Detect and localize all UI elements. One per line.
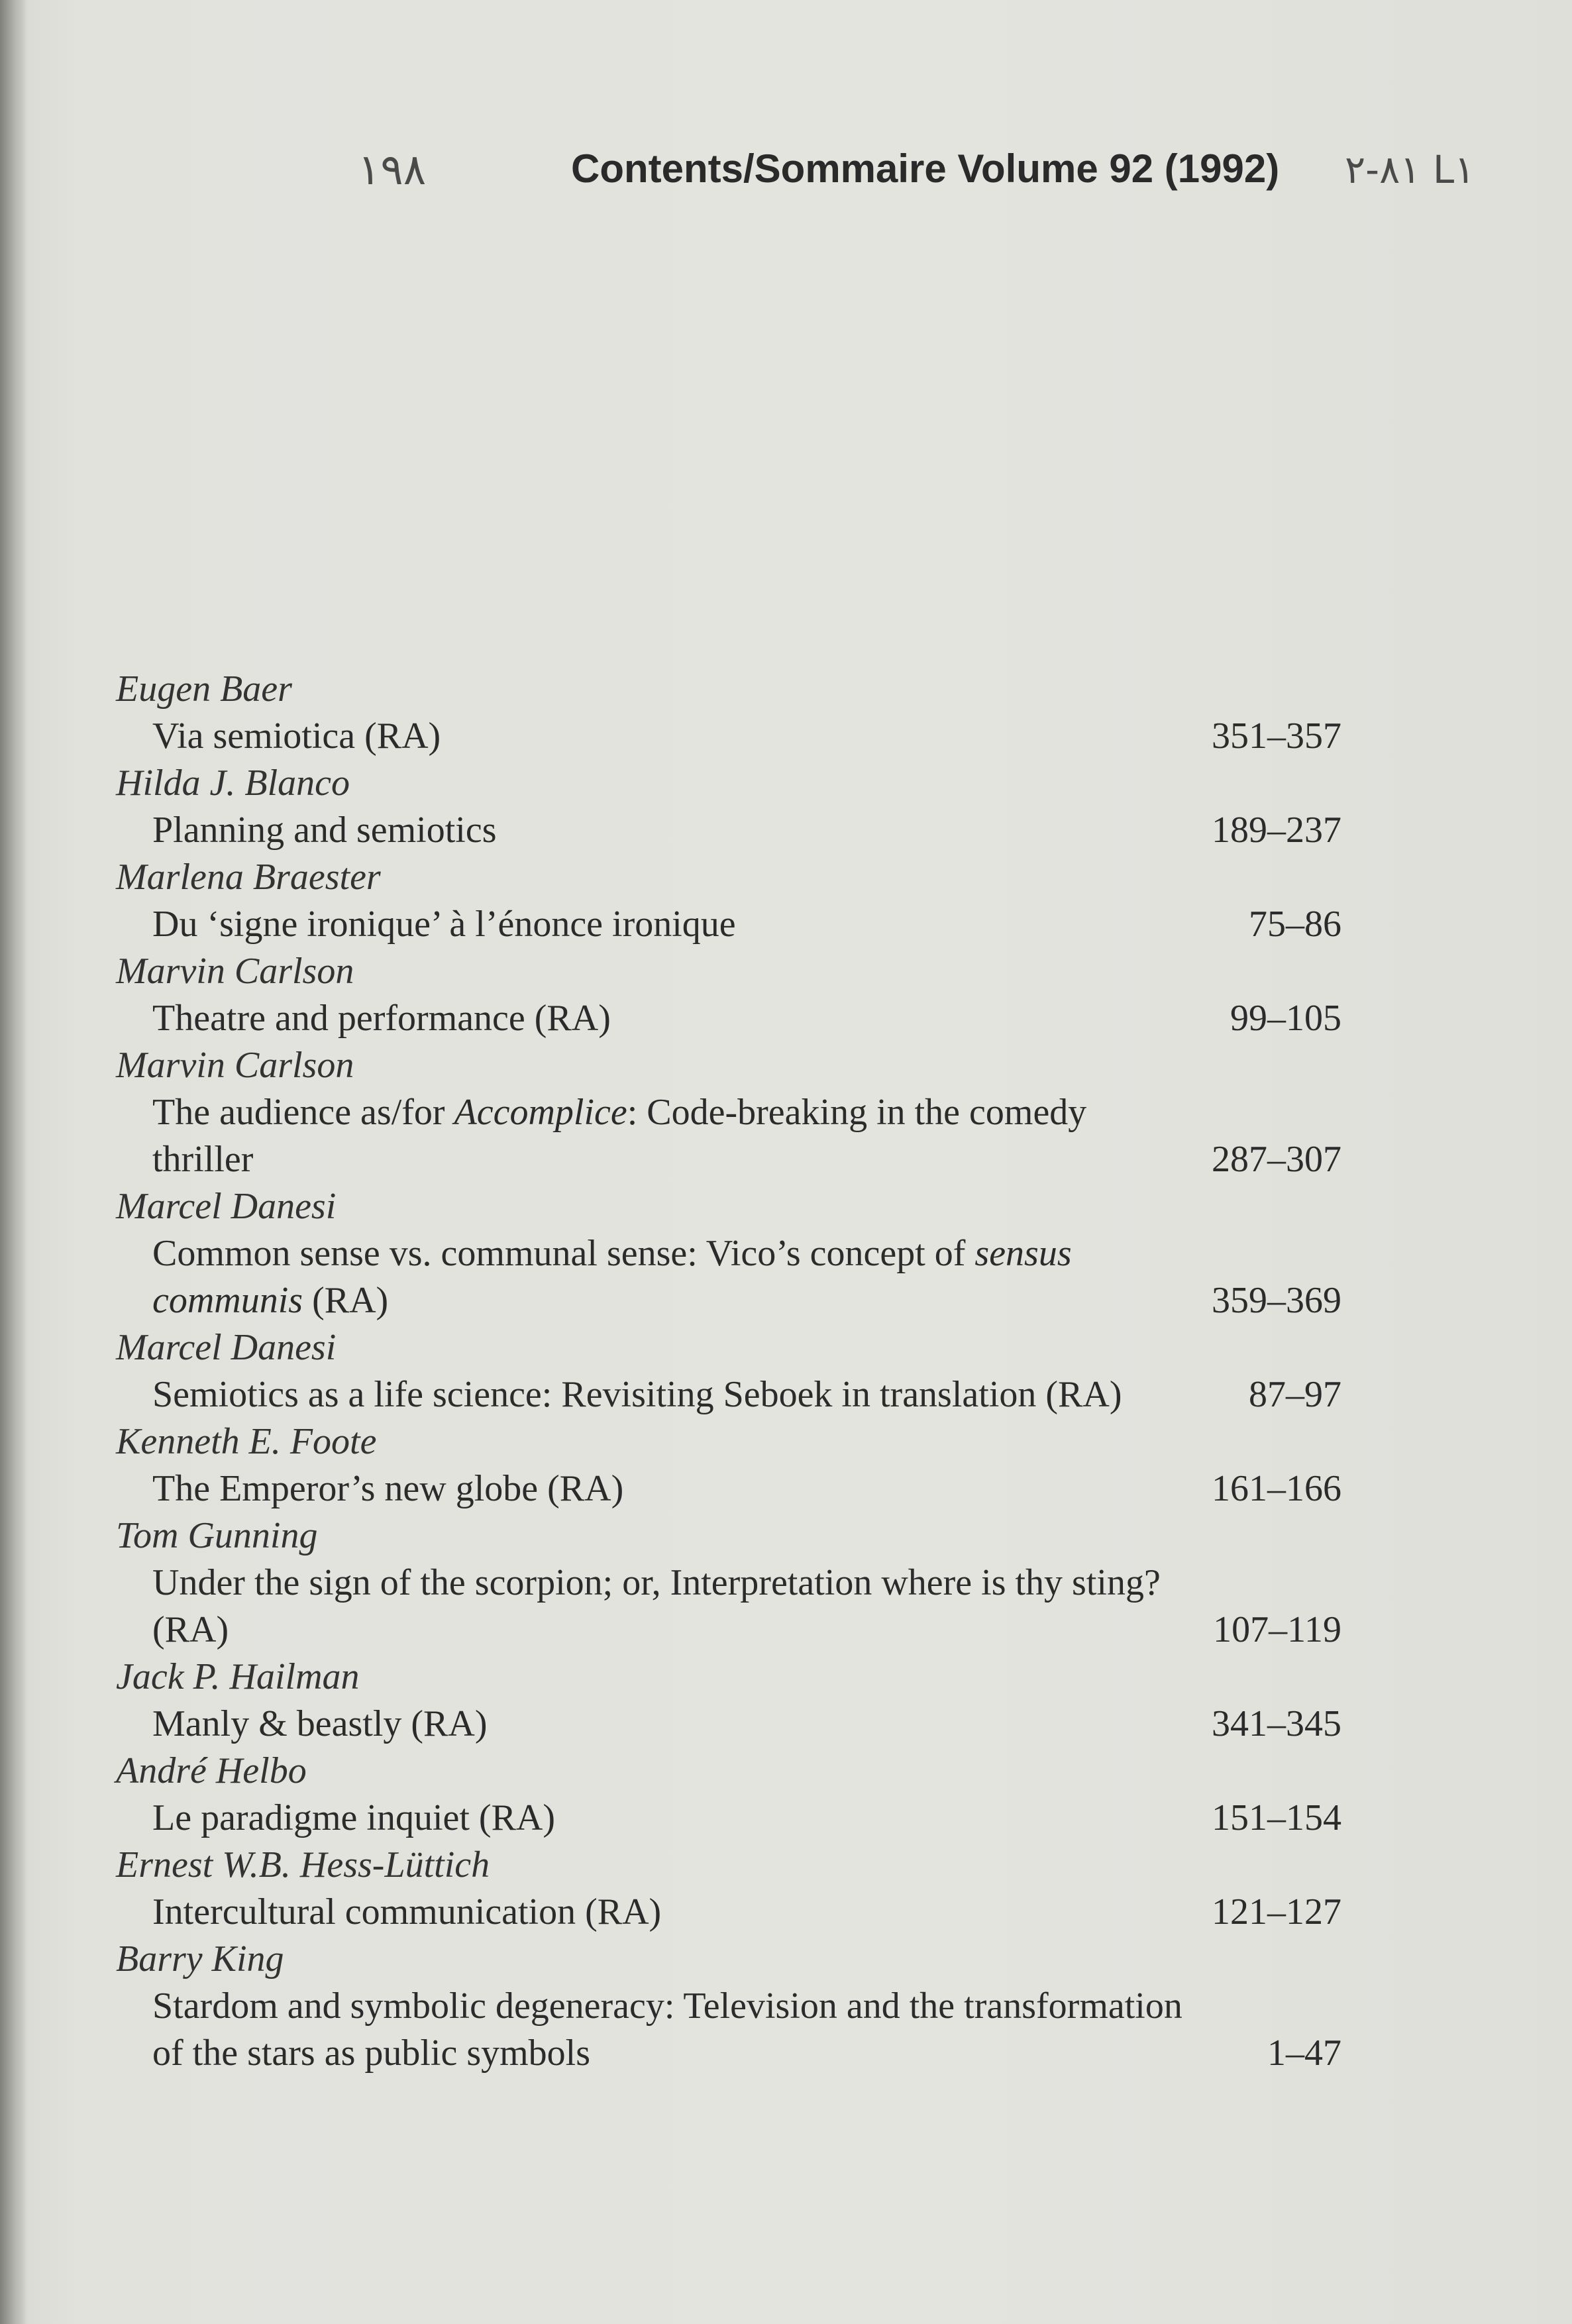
entry-pages: 189–237 [1212, 810, 1341, 851]
entry-title-text: Common sense vs. communal sense: Vico’s concept of [152, 1233, 975, 1274]
entry-title-text: Under the sign of the scorpion; or, Interpretation where is thy sting? (RA) [152, 1562, 1161, 1650]
entry-author: Kenneth E. Foote [116, 1421, 377, 1462]
entry-title [152, 1465, 1192, 1512]
entry-title [152, 807, 1192, 854]
contents-entry [116, 1936, 1341, 2077]
entry-row [116, 1701, 1341, 1748]
entry-row [116, 1983, 1341, 2077]
page-title: Contents/Sommaire Volume 92 (1992) [571, 146, 1280, 191]
entry-author: Barry King [116, 1938, 284, 1980]
entry-title [152, 1559, 1192, 1654]
entry-title-text: Semiotics as a life science: Revisiting Seboek in translation (RA) [152, 1374, 1122, 1415]
entry-row [116, 901, 1341, 948]
contents-entry [116, 1512, 1341, 1654]
entry-pages: 99–105 [1230, 998, 1341, 1039]
contents-entry [116, 1042, 1341, 1183]
entry-title-text: The audience as/for [152, 1092, 454, 1133]
entry-author: Ernest W.B. Hess-Lüttich [116, 1844, 490, 1885]
entry-pages: 341–345 [1212, 1703, 1341, 1744]
entry-title-text: Intercultural communication (RA) [152, 1891, 662, 1932]
entry-author: Tom Gunning [116, 1515, 318, 1556]
entry-author: Marvin Carlson [116, 951, 354, 992]
scan-edge [0, 0, 26, 2324]
entry-author: Jack P. Hailman [116, 1656, 360, 1697]
entry-row [116, 1465, 1341, 1512]
entry-title [152, 713, 1192, 760]
entry-author: Marvin Carlson [116, 1045, 354, 1086]
contents-entry [116, 1183, 1341, 1324]
entry-pages: 75–86 [1249, 904, 1341, 945]
entry-title [152, 1089, 1192, 1183]
entry-title-text: Manly & beastly (RA) [152, 1703, 488, 1744]
entry-pages: 87–97 [1249, 1374, 1341, 1415]
entry-author: André Helbo [116, 1750, 307, 1791]
contents-entry [116, 1748, 1341, 1842]
entry-title-text: Le paradigme inquiet (RA) [152, 1797, 556, 1838]
contents-entry [116, 1324, 1341, 1418]
entry-title [152, 1701, 1192, 1748]
entry-title [152, 1889, 1192, 1936]
entry-pages: 1–47 [1267, 2033, 1341, 2074]
contents-entry [116, 948, 1341, 1042]
entry-title-text: Stardom and symbolic degeneracy: Television and the transformation of the stars as public symbols [152, 1985, 1182, 2074]
entry-row [116, 1371, 1341, 1418]
contents-entry [116, 760, 1341, 854]
entry-author: Marlena Braester [116, 857, 381, 898]
entry-title [152, 995, 1192, 1042]
entry-row [116, 995, 1341, 1042]
entry-pages: 121–127 [1212, 1891, 1341, 1932]
entry-pages: 359–369 [1212, 1280, 1341, 1321]
contents-entry [116, 1418, 1341, 1512]
handwritten-annotation-right: ٨١-٢ L١ [1345, 147, 1475, 192]
entry-author: Eugen Baer [116, 668, 292, 710]
entry-title-italic: sensus communis [152, 1233, 1072, 1321]
entry-author: Hilda J. Blanco [116, 763, 350, 804]
entry-row [116, 1795, 1341, 1842]
entry-row [116, 1230, 1341, 1324]
entry-title-text: The Emperor’s new globe (RA) [152, 1468, 624, 1509]
entry-row [116, 1089, 1341, 1183]
entry-author: Marcel Danesi [116, 1186, 337, 1227]
entry-title-text-end: (RA) [303, 1280, 389, 1321]
entry-row [116, 1889, 1341, 1936]
entry-author: Marcel Danesi [116, 1327, 337, 1368]
entry-title [152, 1983, 1192, 2077]
entry-title-text-end: : Code-breaking in the comedy thriller [152, 1092, 1087, 1180]
entry-pages: 107–119 [1213, 1609, 1341, 1650]
entry-title-text: Theatre and performance (RA) [152, 998, 611, 1039]
page-header [0, 126, 1572, 225]
entry-row [116, 713, 1341, 760]
contents-entry [116, 1654, 1341, 1748]
contents-list [116, 666, 1341, 2077]
entry-title [152, 901, 1192, 948]
entry-title [152, 1795, 1192, 1842]
entry-title-text: Du ‘signe ironique’ à l’énonce ironique [152, 904, 736, 945]
handwritten-annotation-left: ١٩٨ [358, 146, 427, 195]
contents-entry [116, 1842, 1341, 1936]
contents-entry [116, 666, 1341, 760]
contents-entry [116, 854, 1341, 948]
entry-pages: 351–357 [1212, 715, 1341, 757]
entry-title [152, 1371, 1192, 1418]
entry-pages: 287–307 [1212, 1139, 1341, 1180]
entry-pages: 161–166 [1212, 1468, 1341, 1509]
entry-title-text: Via semiotica (RA) [152, 715, 441, 757]
entry-pages: 151–154 [1212, 1797, 1341, 1838]
entry-title-text: Planning and semiotics [152, 810, 497, 851]
entry-row [116, 807, 1341, 854]
entry-title-italic: Accomplice [454, 1092, 627, 1133]
entry-row [116, 1559, 1341, 1654]
entry-title [152, 1230, 1192, 1324]
